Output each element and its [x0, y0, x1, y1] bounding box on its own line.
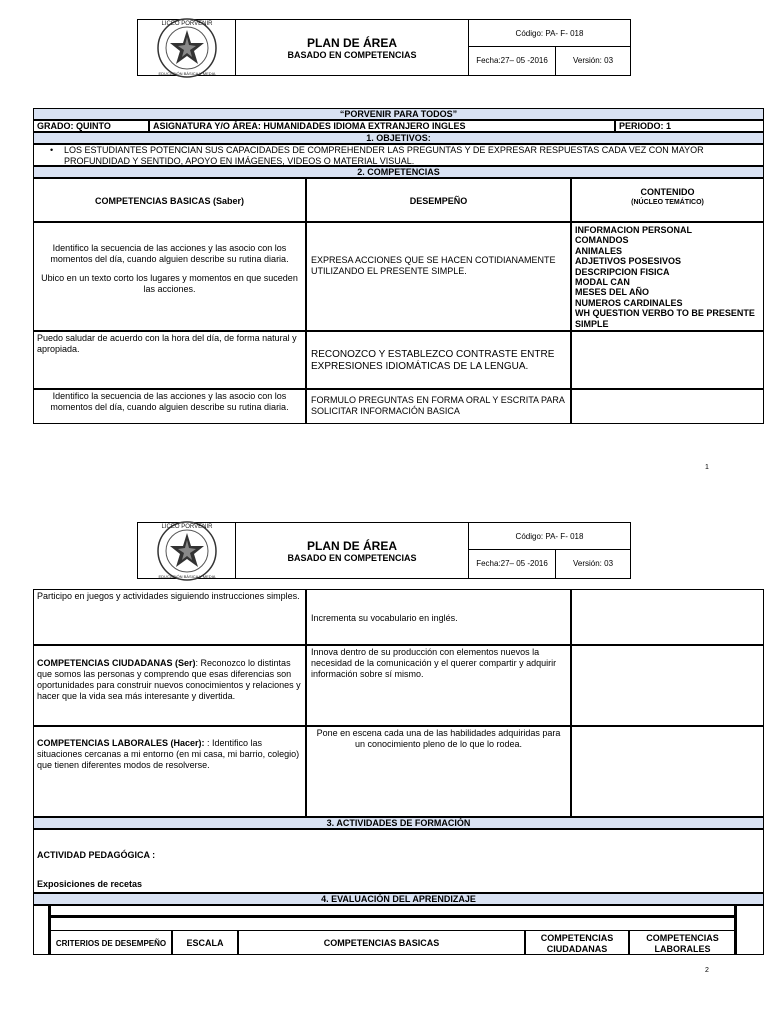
col-saber-header: [33, 178, 306, 222]
periodo-cell: [615, 120, 764, 132]
codigo: Código: PA- F- 018: [469, 523, 630, 550]
contenido-item: INFORMACION PERSONAL: [575, 225, 692, 235]
liceo-porvenir-logo: [156, 17, 218, 79]
p2-r3-contenido: [571, 726, 764, 817]
contenido-item: COMANDOS: [575, 235, 629, 246]
r1-contenido: [571, 222, 764, 331]
plan-title-block: [236, 20, 469, 75]
actividad-value: Exposiciones de recetas: [37, 879, 143, 889]
actividades-title-row: [33, 817, 764, 829]
r1-saber: [33, 222, 306, 331]
grado-cell: [33, 120, 149, 132]
contenido-item: ANIMALES: [575, 245, 622, 256]
page1-header: [137, 19, 631, 76]
version: Versión: 03: [572, 56, 614, 65]
p2-r2-saber-text: : Reconozco lo distintas que somos las personas y comprendo que esas diferencias son oportunidades para construir nuevos conocimientos y relaciones y hacer que la vida sea más interesante y divertida.: [37, 658, 301, 701]
objetivo-text: LOS ESTUDIANTES POTENCIAN SUS CAPACIDADES DE COMPREHENDER LAS PREGUNTAS Y DE EXPRESAR RESPUESTAS CADA VEZ CON MAYOR PROFUNDIDAD Y SENTIDO, APOYO EN IMÁGENES, VIDEOS O MATERIAL VISUAL.: [64, 145, 704, 166]
col-saber-label: COMPETENCIAS BASICAS (Saber): [94, 196, 245, 206]
p2-r2-desempeno-text: Innova dentro de su producción con elementos nuevos la necesidad de la comunicación y el querer compartir y adquirir información sobre sí mismo.: [311, 647, 557, 679]
eval-col-criterios: [50, 930, 172, 955]
objetivos-title-row: [33, 132, 764, 144]
competencias-title: 2. COMPETENCIAS: [357, 167, 440, 177]
evaluacion-title: 4. EVALUACIÓN DEL APRENDIZAJE: [321, 894, 476, 904]
r2-saber: [33, 331, 306, 389]
eval-col-basicas: [238, 930, 525, 955]
eval-col-laborales: [629, 930, 736, 955]
plan-title: PLAN DE ÁREA: [306, 36, 397, 50]
r3-saber-text: Identifico la secuencia de las acciones y las asocio con los momentos del día, cuando alguien describe su rutina diaria.: [50, 391, 289, 412]
p2-r3-desempeno-text: Pone en escena cada una de las habilidades adquiridas para un conocimiento pleno de lo que lo rodea.: [316, 728, 561, 749]
contenido-item: ADJETIVOS POSESIVOS: [575, 256, 682, 267]
svg-text:LICEO PORVENIR: LICEO PORVENIR: [161, 21, 213, 27]
p2-r1-desempeno: [306, 589, 571, 645]
eval-col-escala: [172, 930, 238, 955]
page2-header: [137, 522, 631, 579]
codigo: Código: PA- F- 018: [469, 20, 630, 47]
eval-col-ciudadanas: [525, 930, 629, 955]
r2-desempeno-text: RECONOZCO Y ESTABLEZCO CONTRASTE ENTRE EXPRESIONES IDIOMÁTICAS DE LA LENGUA.: [311, 349, 555, 372]
eval-col-label: ESCALA: [186, 938, 224, 948]
asignatura-cell: [149, 120, 615, 132]
r1-saber-b: Ubico en un texto corto los lugares y momentos en que suceden las acciones.: [41, 273, 298, 294]
svg-text:EDUCACIÓN BÁSICA Y MEDIA: EDUCACIÓN BÁSICA Y MEDIA: [158, 71, 216, 76]
competencias-title-row: [33, 166, 764, 178]
actividad-cell: [33, 829, 764, 893]
objetivos-title: 1. OBJETIVOS:: [366, 133, 431, 143]
p2-r1-contenido: [571, 589, 764, 645]
col-desempeno-header: [306, 178, 571, 222]
objetivo-row: [33, 144, 764, 166]
p2-r3-desempeno: [306, 726, 571, 817]
evaluacion-title-row: [33, 893, 764, 905]
p2-r1-saber: [33, 589, 306, 645]
bullet-icon: •: [50, 145, 54, 155]
col-contenido-sub: (NÚCLEO TEMÁTICO): [631, 199, 704, 206]
r3-desempeno-text: FORMULO PREGUNTAS EN FORMA ORAL Y ESCRITA PARA SOLICITAR INFORMACIÓN BASICA: [311, 395, 565, 416]
page-number-2: 2: [705, 967, 709, 974]
p2-r2-saber: [33, 645, 306, 726]
eval-col-label: COMPETENCIAS CIUDADANAS: [540, 933, 614, 954]
r1-desempeno: [306, 222, 571, 331]
r3-saber: [33, 389, 306, 424]
contenido-item: MESES DEL AÑO: [575, 287, 650, 298]
r2-desempeno: [306, 331, 571, 389]
eval-col-label: CRITERIOS DE DESEMPEÑO: [55, 939, 167, 948]
liceo-porvenir-logo: [156, 520, 218, 582]
col-contenido-label: CONTENIDO: [640, 187, 695, 197]
motto: “PORVENIR PARA TODOS”: [339, 109, 458, 119]
grado: GRADO: QUINTO: [37, 121, 111, 131]
p2-r2-contenido: [571, 645, 764, 726]
contenido-item: MODAL CAN: [575, 277, 630, 288]
r1-desempeno-text: EXPRESA ACCIONES QUE SE HACEN COTIDIANAMENTE UTILIZANDO EL PRESENTE SIMPLE.: [311, 255, 556, 276]
p2-r2-desempeno: [306, 645, 571, 726]
competencias-ciudadanas-label: COMPETENCIAS CIUDADANAS (Ser): [37, 658, 196, 668]
col-desempeno-label: DESEMPEÑO: [409, 196, 468, 206]
contenido-item: NUMEROS CARDINALES: [575, 297, 683, 308]
logo: [138, 20, 236, 75]
svg-text:EDUCACIÓN BÁSICA Y MEDIA: EDUCACIÓN BÁSICA Y MEDIA: [158, 574, 216, 579]
fecha: Fecha:27– 05 -2016: [469, 550, 556, 578]
motto-row: [33, 108, 764, 120]
actividades-title: 3. ACTIVIDADES DE FORMACIÓN: [326, 818, 471, 828]
p2-r3-saber: [33, 726, 306, 817]
competencias-laborales-label: COMPETENCIAS LABORALES (Hacer):: [37, 738, 205, 748]
r2-contenido: [571, 331, 764, 389]
version: Versión: 03: [572, 559, 614, 568]
eval-col-label: COMPETENCIAS LABORALES: [646, 933, 719, 954]
p2-r1-saber-text: Participo en juegos y actividades siguiendo instrucciones simples.: [37, 591, 300, 601]
plan-subtitle: BASADO EN COMPETENCIAS: [287, 553, 417, 563]
eval-col-label: COMPETENCIAS BASICAS: [323, 938, 440, 948]
plan-subtitle: BASADO EN COMPETENCIAS: [287, 50, 417, 60]
logo: [138, 523, 236, 578]
actividad-label: ACTIVIDAD PEDAGÓGICA :: [37, 850, 156, 860]
asignatura: ASIGNATURA Y/O ÁREA: HUMANIDADES IDIOMA EXTRANJERO INGLES: [153, 121, 466, 131]
r2-saber-text: Puedo saludar de acuerdo con la hora del día, de forma natural y apropiada.: [37, 333, 297, 354]
p2-r1-desempeno-text: Incrementa su vocabulario en inglés.: [311, 613, 458, 623]
plan-title: PLAN DE ÁREA: [306, 539, 397, 553]
r3-desempeno: [306, 389, 571, 424]
r3-contenido: [571, 389, 764, 424]
page-number-1: 1: [705, 464, 709, 471]
plan-title-block: [236, 523, 469, 578]
col-contenido-header: [571, 178, 764, 222]
p2-r3-saber-text: : Identifico las situaciones cercanas a mi entorno (en mi casa, mi barrio, colegio) que tienen diferentes modos de resolverse.: [37, 738, 300, 770]
svg-text:LICEO PORVENIR: LICEO PORVENIR: [161, 524, 213, 530]
contenido-item: DESCRIPCION FISICA: [575, 266, 670, 277]
contenido-item: WH QUESTION VERBO TO BE PRESENTE SIMPLE: [575, 308, 755, 329]
periodo: PERIODO: 1: [619, 121, 672, 131]
r1-saber-a: Identifico la secuencia de las acciones y las asocio con los momentos del día, cuando alguien describe su rutina diaria.: [50, 243, 289, 264]
fecha: Fecha:27– 05 -2016: [469, 47, 556, 75]
